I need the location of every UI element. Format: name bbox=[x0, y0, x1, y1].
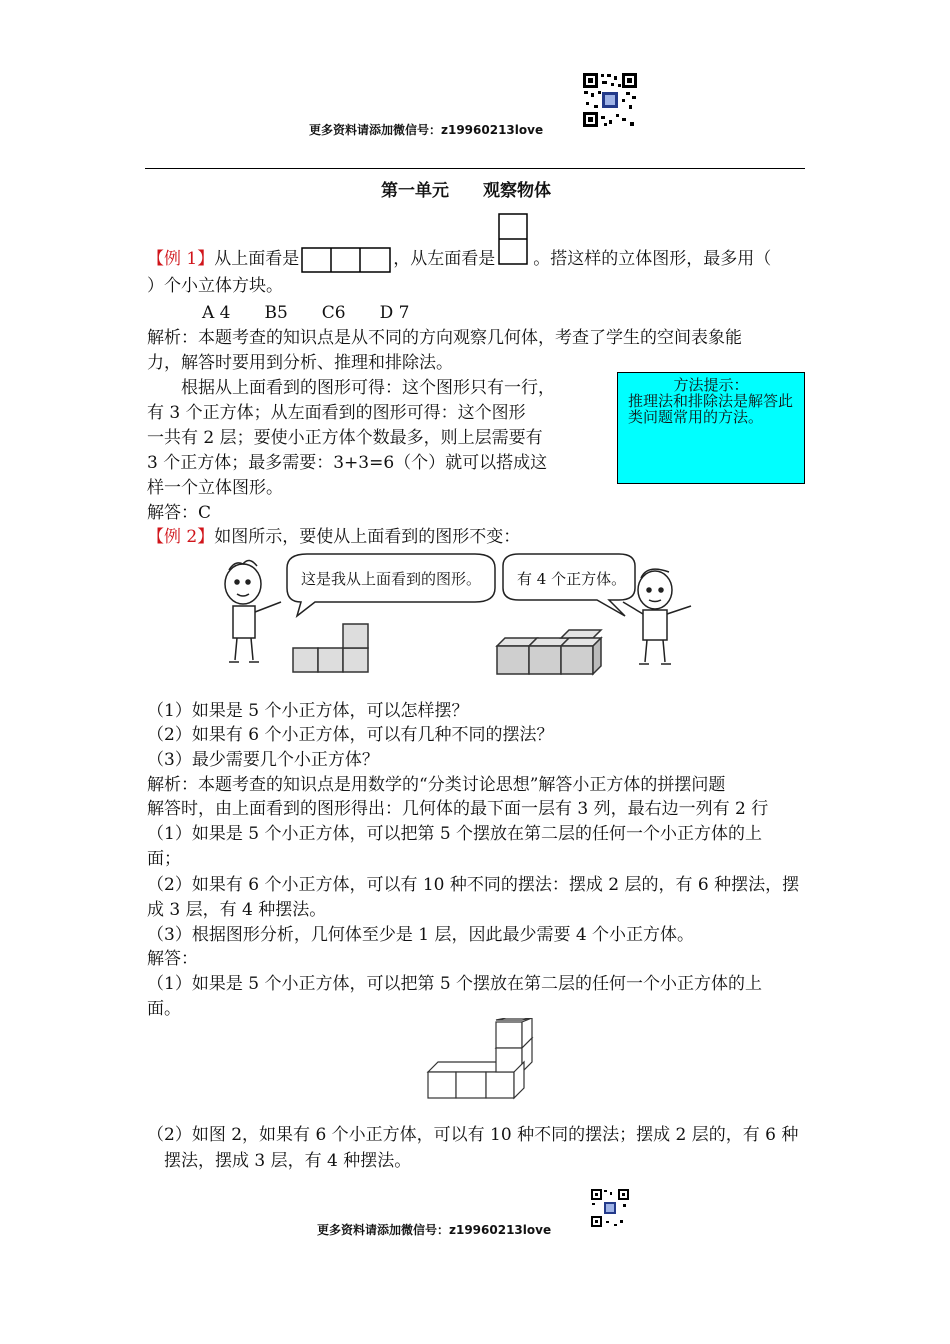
page-title: 第一单元 观察物体 bbox=[381, 181, 551, 201]
example1-reason-2: 有 3 个正方体；从左面看到的图形可得：这个图形 bbox=[147, 403, 526, 423]
example1-reason-4: 3 个正方体；最多需要：3+3=6（个）就可以搭成这 bbox=[147, 453, 548, 473]
example2-analysis-3: （1）如果是 5 个小正方体，可以把第 5 个摆放在第二层的任何一个小正方体的上 bbox=[147, 824, 763, 844]
left-view-figure bbox=[497, 213, 531, 267]
tip-title: 方法提示： bbox=[673, 376, 749, 394]
example2-analysis-7: （3）根据图形分析，几何体至少是 1 层，因此最少需要 4 个小正方体。 bbox=[147, 925, 695, 945]
example2-intro: 如图所示，要使从上面看到的图形不变： bbox=[214, 527, 521, 547]
example2-intro-line bbox=[147, 524, 520, 550]
example1-question-line2: ）个小立体方块。 bbox=[147, 276, 283, 296]
example2-illustration bbox=[215, 550, 715, 680]
example2-answer-label: 解答： bbox=[147, 949, 198, 969]
example2-analysis-1: 解析：本题考查的知识点是用数学的“分类讨论思想”解答小正方体的拼摆问题 bbox=[147, 775, 726, 795]
header-qr-code bbox=[582, 72, 638, 128]
example2-tag: 【例 2】 bbox=[147, 527, 215, 547]
example1-text-a: 从上面看是 bbox=[214, 249, 300, 269]
example2-q2: （2）如果有 6 个小正方体，可以有几种不同的摆法？ bbox=[147, 725, 554, 745]
example1-answer: 解答：C bbox=[147, 503, 212, 523]
footer-qr-code bbox=[590, 1188, 630, 1228]
example2-answer-2a: （2）如图 2，如果有 6 个小正方体，可以有 10 种不同的摆法；摆成 2 层的，有 6 种 bbox=[147, 1125, 799, 1145]
top-view-figure bbox=[301, 247, 391, 273]
cube-arrangement bbox=[497, 630, 601, 674]
example2-analysis-2: 解答时，由上面看到的图形得出：几何体的最下面一层有 3 列，最右边一列有 2 行 bbox=[147, 799, 769, 819]
example2-answer-2b: 摆法，摆成 3 层，有 4 种摆法。 bbox=[147, 1151, 412, 1171]
example1-tag: 【例 1】 bbox=[147, 249, 215, 269]
example1-reason-5: 样一个立体图形。 bbox=[147, 478, 283, 498]
example2-analysis-5: （2）如果有 6 个小正方体，可以有 10 种不同的摆法：摆成 2 层的，有 6 种摆法，摆 bbox=[147, 875, 800, 895]
tip-body: 推理法和排除法是解答此类问题常用的方法。 bbox=[628, 392, 794, 426]
example2-analysis-6: 成 3 层，有 4 种摆法。 bbox=[147, 900, 327, 920]
top-view-l-shape bbox=[293, 624, 368, 672]
method-tip-box bbox=[617, 372, 805, 484]
answer-figure-1 bbox=[424, 1018, 544, 1100]
example2-q1: （1）如果是 5 个小正方体，可以怎样摆？ bbox=[147, 701, 469, 721]
example2-q3: （3）最少需要几个小正方体？ bbox=[147, 750, 379, 770]
example2-answer-1b: 面。 bbox=[147, 999, 181, 1019]
example1-reason-3: 一共有 2 层；要使小正方体个数最多，则上层需要有 bbox=[147, 428, 543, 448]
header-divider bbox=[145, 168, 805, 169]
footer-wechat-text: 更多资料请添加微信号：z19960213love bbox=[317, 1223, 552, 1237]
example1-question-line1 bbox=[147, 246, 771, 273]
example1-text-b: ，从左面看是 bbox=[393, 249, 496, 269]
header-wechat-text: 更多资料请添加微信号：z19960213love bbox=[309, 123, 544, 137]
example1-options: A 4 B5 C6 D 7 bbox=[202, 303, 410, 323]
boy-left-figure bbox=[225, 560, 281, 662]
example2-analysis-4: 面； bbox=[147, 849, 181, 869]
bubble-right-text: 有 4 个正方体。 bbox=[517, 570, 627, 588]
example1-analysis-2: 力，解答时要用到分析、推理和排除法。 bbox=[147, 353, 453, 373]
bubble-left-text: 这是我从上面看到的图形。 bbox=[301, 570, 482, 588]
example1-analysis-1: 解析：本题考查的知识点是从不同的方向观察几何体，考查了学生的空间表象能 bbox=[147, 328, 742, 348]
example2-answer-1a: （1）如果是 5 个小正方体，可以把第 5 个摆放在第二层的任何一个小正方体的上 bbox=[147, 974, 763, 994]
example1-reason-1: 根据从上面看到的图形可得：这个图形只有一行， bbox=[147, 378, 555, 398]
example1-text-c: 。搭这样的立体图形，最多用（ bbox=[533, 249, 772, 269]
